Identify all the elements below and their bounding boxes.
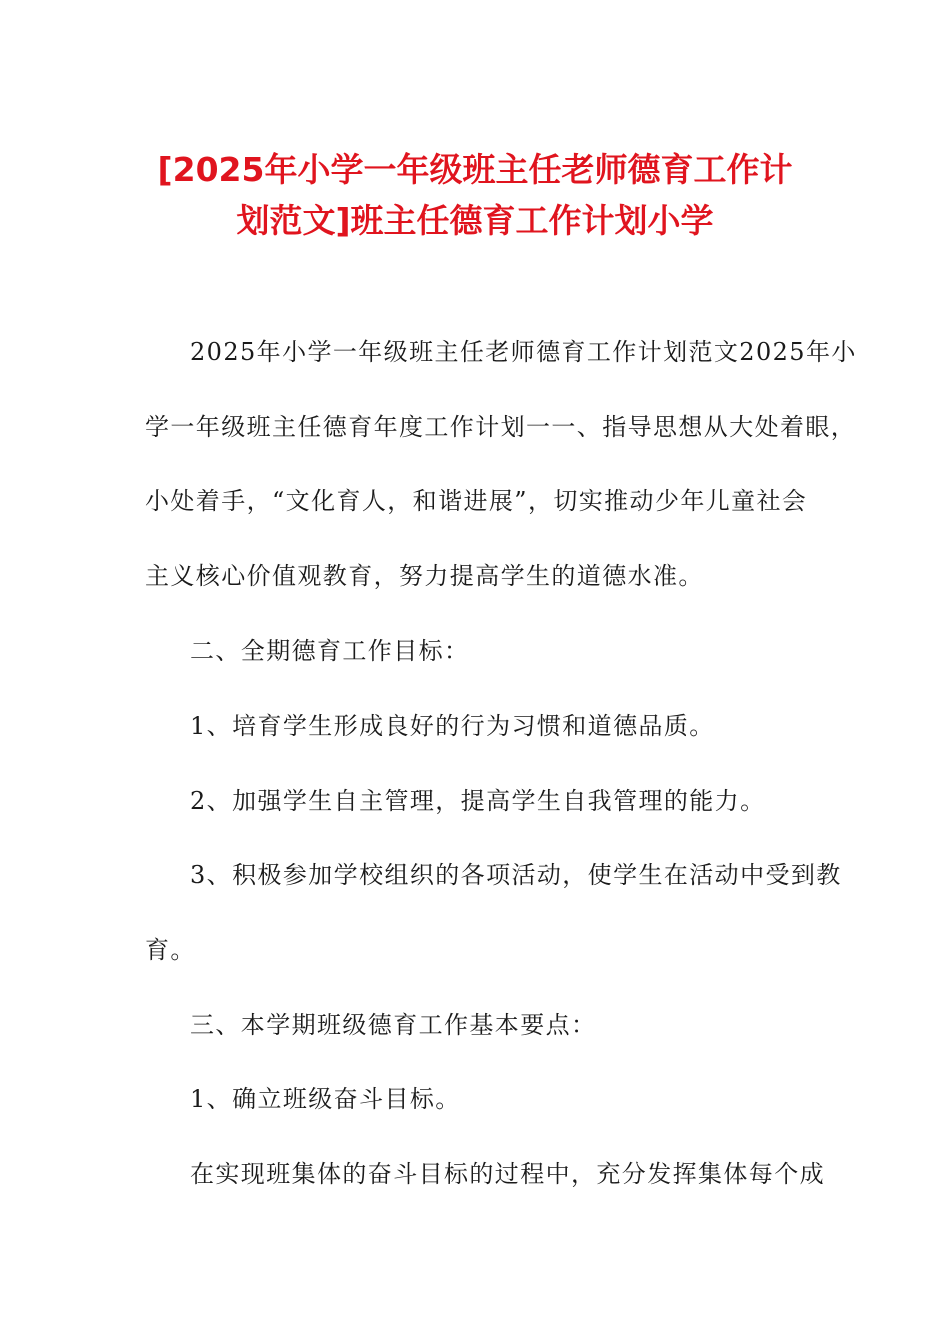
goal-item-2: 2、加强学生自主管理，提高学生自我管理的能力。 — [190, 787, 766, 815]
body-line-3: 小处着手，“文化育人，和谐进展”，切实推动少年儿童社会 — [145, 487, 808, 515]
body-line-2: 学一年级班主任德育年度工作计划一一、指导思想从大处着眼， — [145, 413, 857, 441]
body-line-last: 在实现班集体的奋斗目标的过程中，充分发挥集体每个成 — [190, 1160, 825, 1188]
section-heading-3: 三、本学期班级德育工作基本要点： — [190, 1011, 597, 1039]
body-line-4: 主义核心价值观教育，努力提高学生的道德水准。 — [145, 562, 704, 590]
goal-item-1: 1、培育学生形成良好的行为习惯和道德品质。 — [190, 712, 715, 740]
goal-item-3: 3、积极参加学校组织的各项活动，使学生在活动中受到教 — [190, 861, 842, 889]
goal-item-3-continued: 育。 — [145, 936, 196, 964]
document-title-line-1: [2025年小学一年级班主任老师德育工作计 — [157, 150, 793, 189]
point-item-1: 1、确立班级奋斗目标。 — [190, 1085, 461, 1113]
body-line-1: 2025年小学一年级班主任老师德育工作计划范文2025年小 — [190, 338, 857, 366]
section-heading-2: 二、全期德育工作目标： — [190, 637, 470, 665]
document-title-line-2: 划范文]班主任德育工作计划小学 — [236, 201, 714, 240]
